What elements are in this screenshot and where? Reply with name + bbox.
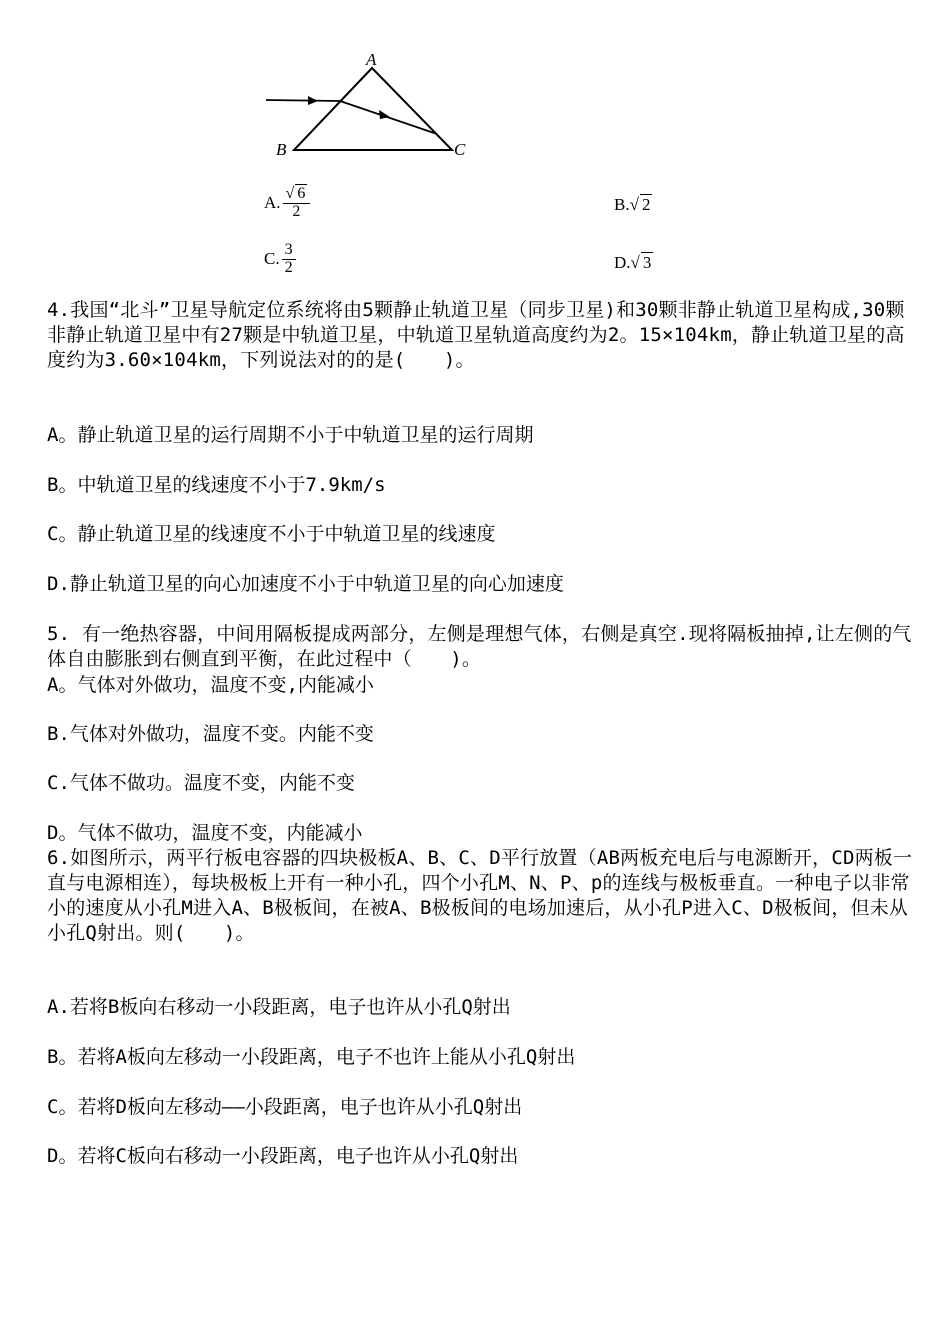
figure-option-d: D. √ 3 — [614, 252, 652, 272]
option-letter: A. — [264, 193, 281, 213]
option-denominator: 2 — [284, 258, 293, 276]
q5-option-d: D。气体不做功，温度不变，内能减小 — [47, 822, 363, 844]
figure-option-b: B. √ 2 — [614, 194, 651, 214]
option-numerator: 3 — [282, 242, 296, 260]
q4-option-c: C。静止轨道卫星的线速度不小于中轨道卫星的线速度 — [47, 523, 496, 545]
option-letter: C. — [264, 249, 280, 269]
option-letter: B. — [614, 194, 630, 214]
q6-option-c: C。若将D板向左移动——小段距离，电子也许从小孔Q射出 — [47, 1096, 523, 1118]
option-numerator: 6 — [297, 185, 306, 202]
q5-option-c: C.气体不做功。温度不变，内能不变 — [47, 772, 355, 794]
option-radicand: 3 — [642, 253, 652, 272]
figure-option-a — [264, 186, 310, 221]
q4-option-d: D.静止轨道卫星的向心加速度不小于中轨道卫星的向心加速度 — [47, 573, 564, 595]
incident-ray — [266, 100, 340, 101]
q4-option-a: A。静止轨道卫星的运行周期不小于中轨道卫星的运行周期 — [47, 424, 534, 446]
option-letter: D. — [614, 252, 631, 272]
q6-option-d: D。若将C板向右移动一小段距离，电子也许从小孔Q射出 — [47, 1145, 519, 1167]
refracted-ray — [340, 101, 437, 134]
triangle-abc — [294, 68, 452, 150]
fraction — [282, 242, 296, 277]
vertex-label-c: C — [454, 140, 466, 159]
prism-figure — [262, 46, 692, 286]
option-denominator: 2 — [292, 202, 301, 220]
q5-option-b: B.气体对外做功，温度不变。内能不变 — [47, 723, 374, 745]
option-radicand: 2 — [641, 195, 651, 214]
q4-option-b: B。中轨道卫星的线速度不小于7.9km/s — [47, 474, 386, 496]
triangle-diagram — [262, 46, 692, 286]
q6-option-a: A.若将B板向右移动一小段距离，电子也许从小孔Q射出 — [47, 996, 511, 1018]
vertex-label-b: B — [276, 140, 287, 159]
q5-option-a: A。气体对外做功，温度不变,内能减小 — [47, 674, 374, 696]
sqrt-fraction: $\frac{√ 6}{2}$ — [283, 186, 311, 221]
q5-stem: 5. 有一绝热容器，中间用隔板提成两部分，左侧是理想气体，右侧是真空.现将隔板抽掉,让左侧的气体自由膨胀到右侧直到平衡，在此过程中（ )。 — [47, 623, 912, 670]
q6-stem: 6.如图所示，两平行板电容器的四块极板A、B、C、D平行放置（AB两板充电后与电源断开，CD两板一直与电源相连），每块极板上开有一种小孔，四个小孔M、N、P、p的连线与极板垂直。一种电子以非常小的速度从小孔M进入A、B极板间，在被A、B极板间的电场加速后，从小孔P进入C、D极板间，但未从小孔Q射出。则( )。 — [47, 847, 913, 944]
vertex-label-a: A — [366, 50, 377, 69]
figure-option-c — [264, 242, 296, 277]
q4-stem: 4.我国“北斗”卫星导航定位系统将由5颗静止轨道卫星（同步卫星)和30颗非静止轨道卫星构成,30颗非静止轨道卫星中有27颗是中轨道卫星，中轨道卫星轨道高度约为2。15×104km，静止轨道卫星的高度约为3.60×104km，下列说法对的的是( )。 — [47, 299, 905, 371]
q6-option-b: B。若将A板向左移动一小段距离，电子不也许上能从小孔Q射出 — [47, 1046, 576, 1068]
incident-arrow-icon — [308, 96, 318, 105]
